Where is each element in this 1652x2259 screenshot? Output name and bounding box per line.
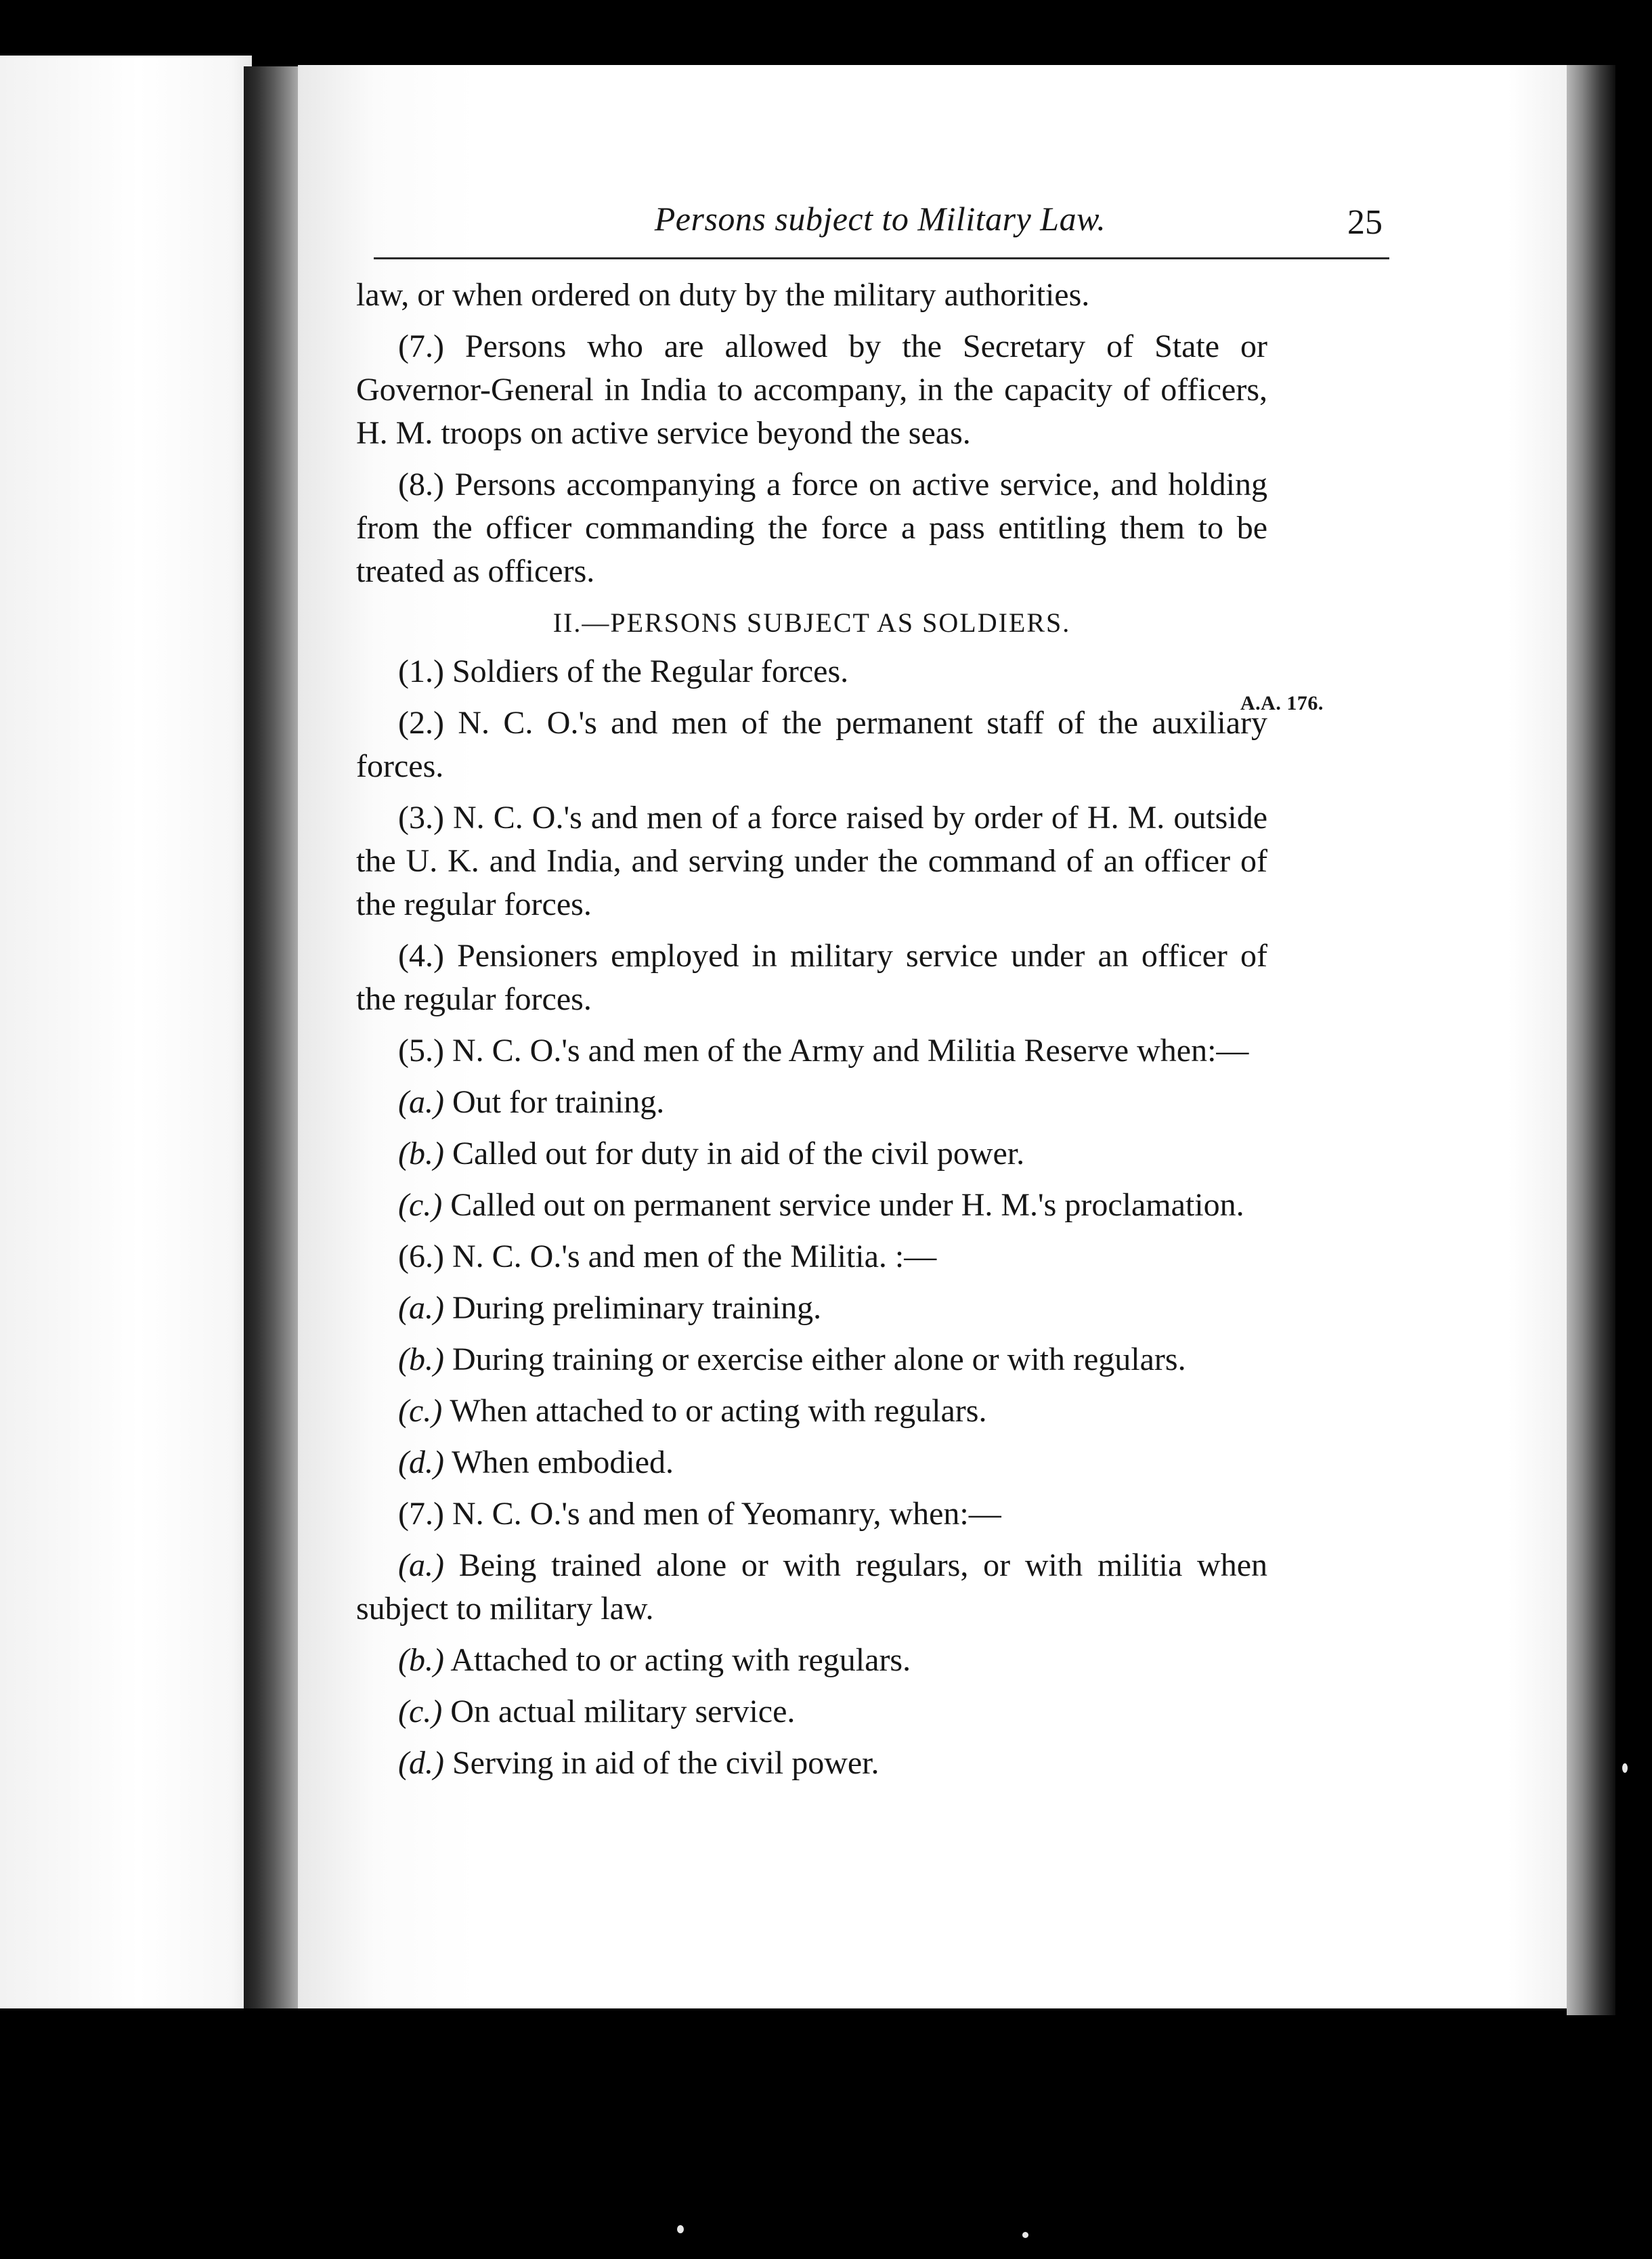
dust-speck: [677, 2225, 684, 2233]
section-heading: II.—PERSONS SUBJECT AS SOLDIERS.: [552, 607, 1071, 638]
body-text: [356, 274, 1267, 1793]
sub-item-label: (b.): [398, 1136, 444, 1171]
paragraph: (3.) N. C. O.'s and men of a force raised by order of H. M. outside the U. K. and India, and serving under the command of an officer of the regular forces.: [356, 800, 1267, 922]
sub-item: [356, 1287, 1267, 1330]
sub-item-label: (d.): [398, 1444, 444, 1480]
sub-item-text: Out for training.: [452, 1084, 665, 1120]
page-number: 25: [1347, 203, 1383, 242]
margin-reference-note: A.A. 176.: [1240, 692, 1324, 714]
dust-speck: [1022, 2232, 1028, 2238]
sub-item-text: Called out on permanent service under H. M.'s proclamation.: [450, 1187, 1244, 1223]
sub-item-text: Attached to or acting with regulars.: [450, 1642, 911, 1678]
sub-item: [356, 1639, 1267, 1682]
previous-page-edge: [0, 56, 252, 2008]
dust-speck: [1622, 1763, 1628, 1773]
sub-item-text: When embodied.: [452, 1444, 674, 1480]
paragraph: (4.) Pensioners employed in military service under an officer of the regular forces.: [356, 938, 1267, 1017]
header-rule: [374, 257, 1389, 259]
sub-item-label: (b.): [398, 1642, 444, 1678]
paragraph: (1.) Soldiers of the Regular forces.: [398, 653, 849, 689]
sub-item-text: During training or exercise either alone or with regulars.: [452, 1341, 1186, 1377]
sub-item-label: (d.): [398, 1745, 444, 1781]
running-title: Persons subject to Military Law.: [654, 200, 1106, 238]
sub-item-label: (a.): [398, 1290, 444, 1326]
sub-item: [356, 1742, 1267, 1785]
sub-item-label: (c.): [398, 1393, 443, 1429]
sub-item: [356, 1132, 1267, 1176]
sub-item-text: Being trained alone or with regulars, or with militia when subject to military law.: [356, 1547, 1268, 1627]
paragraph: (2.) N. C. O.'s and men of the permanent staff of the auxiliary forces.: [356, 705, 1267, 784]
page-fore-edge: [1567, 65, 1615, 2015]
sub-item-text: On actual military service.: [450, 1694, 796, 1729]
sub-item-text: Called out for duty in aid of the civil power.: [452, 1136, 1025, 1171]
sub-item: [356, 1390, 1267, 1433]
sub-item-label: (a.): [398, 1547, 444, 1583]
running-header: [0, 195, 1652, 242]
sub-item-label: (a.): [398, 1084, 444, 1120]
paragraph: (5.) N. C. O.'s and men of the Army and Militia Reserve when:—: [398, 1033, 1249, 1069]
sub-item: [356, 1441, 1267, 1484]
sub-item: [356, 1184, 1267, 1227]
paragraph: (7.) N. C. O.'s and men of Yeomanry, when:—: [398, 1496, 1001, 1532]
sub-item-text: During preliminary training.: [452, 1290, 822, 1326]
sub-item: [356, 1690, 1267, 1734]
sub-item: [356, 1544, 1267, 1631]
sub-item-label: (c.): [398, 1694, 443, 1729]
paragraph: law, or when ordered on duty by the military authorities.: [356, 277, 1090, 313]
sub-item: [356, 1081, 1267, 1124]
paragraph: (6.) N. C. O.'s and men of the Militia. :—: [398, 1239, 937, 1274]
paragraph: (7.) Persons who are allowed by the Secretary of State or Governor-General in India to accompany, in the capacity of officers, H. M. troops on active service beyond the seas.: [356, 328, 1267, 451]
sub-item-text: When attached to or acting with regulars.: [450, 1393, 987, 1429]
sub-item: [356, 1338, 1267, 1381]
sub-item-label: (b.): [398, 1341, 444, 1377]
sub-item-label: (c.): [398, 1187, 443, 1223]
paragraph: (8.) Persons accompanying a force on active service, and holding from the officer commanding the force a pass entitling them to be treated as officers.: [356, 467, 1267, 589]
sub-item-text: Serving in aid of the civil power.: [452, 1745, 879, 1781]
